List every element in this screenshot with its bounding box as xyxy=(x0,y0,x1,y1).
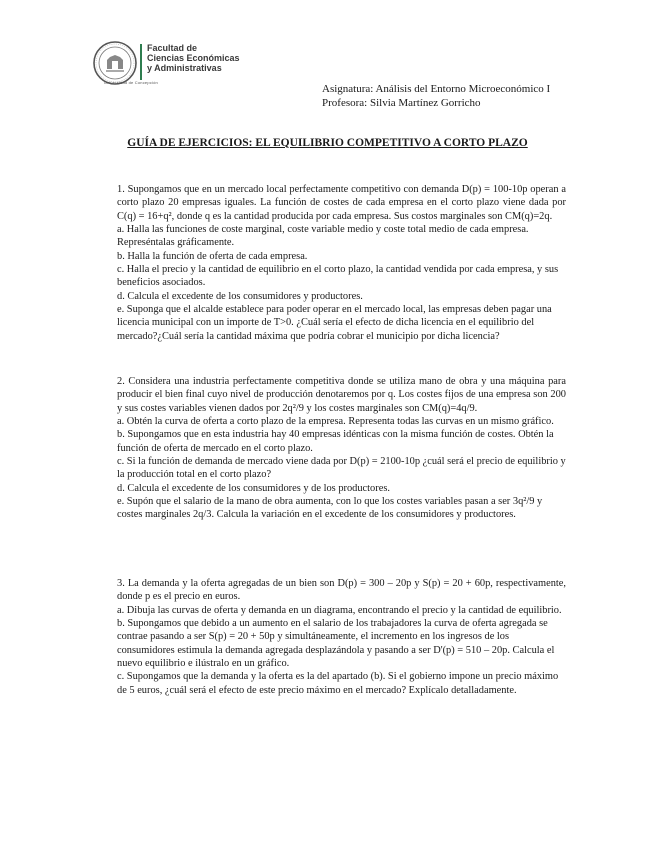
exercise-1-item-c: c. Halla el precio y la cantidad de equilibrio en el corto plazo, la cantidad vendida por cada empresa, y sus beneficios asociados. xyxy=(117,264,559,289)
exercise-2-statement: 2. Considera una industria perfectamente competitiva donde se utiliza mano de obra y una máquina para producir el bien final cuyo nivel de producción denotaremos por q. Los costes fijos de una empresa son 200 y sus costes variables vienen dados por 2q²/9 y los costes marginales son CM(q)=4q/9. xyxy=(117,376,566,414)
exercise-1-item-d: d. Calcula el excedente de los consumidores y productores. xyxy=(117,290,363,302)
professor-line: Profesora: Silvia Martínez Gorricho xyxy=(322,97,481,109)
page-title: GUÍA DE EJERCICIOS: EL EQUILIBRIO COMPETITIVO A CORTO PLAZO xyxy=(127,137,528,149)
exercise-1 xyxy=(117,183,566,343)
faculty-logo xyxy=(92,40,262,92)
faculty-name: Facultad de Ciencias Económicas y Administrativas xyxy=(147,43,240,73)
exercise-1-item-b: b. Halla la función de oferta de cada empresa. xyxy=(117,250,308,262)
exercise-1-item-e: e. Suponga que el alcalde establece para poder operar en el mercado local, las empresas deben pagar una licencia municipal con un importe de T>0. ¿Cuál sería el efecto de dicha licencia en el equilibrio del mercado?¿Cuál sería la cantidad máxima que podría cobrar el municipio por dicha licencia? xyxy=(117,304,552,342)
subject-line: Asignatura: Análisis del Entorno Microeconómico I xyxy=(322,83,551,95)
exercise-2-item-d: d. Calcula el excedente de los consumidores y de los productores. xyxy=(117,482,390,494)
exercise-3-item-b: b. Supongamos que debido a un aumento en el salario de los trabajadores la curva de oferta agregada se contrae pasando a ser S(p) = 20 + 50p y simultáneamente, el incremento en los ingresos de los consumidores estimula la demanda agregada desplazándola y pasando a ser D'(p) = 510 – 20p. Calcula el nuevo equilibrio e ilústralo en un gráfico. xyxy=(117,618,555,670)
exercise-3-statement: 3. La demanda y la oferta agregadas de un bien son D(p) = 300 – 20p y S(p) = 20 + 60p, respectivamente, donde p es el precio en euros. xyxy=(117,578,566,603)
university-name: Universidad de Concepción xyxy=(104,80,158,85)
exercise-2-item-e: e. Supón que el salario de la mano de obra aumenta, con lo que los costes variables pasan a ser 3q²/9 y costes marginales 2q/3. Calcula la variación en el excedente de los consumidores y productores. xyxy=(117,496,543,521)
exercise-2-item-b: b. Supongamos que en esta industria hay 40 empresas idénticas con la misma función de costes. Obtén la función de oferta de mercado en el corto plazo. xyxy=(117,429,554,454)
exercise-1-statement: 1. Supongamos que en un mercado local perfectamente competitivo con demanda D(p) = 100-10p operan a corto plazo 20 empresas iguales. La función de costes de cada empresa en el corto plazo viene dada por C(q) = 16+q², donde q es la cantidad producida por cada empresa. Sus costos marginales son CM(q)=2q. xyxy=(117,184,566,222)
exercise-2-item-a: a. Obtén la curva de oferta a corto plazo de la empresa. Representa todas las curvas en un mismo gráfico. xyxy=(117,416,554,428)
exercise-2 xyxy=(117,375,566,522)
exercise-3 xyxy=(117,577,566,697)
exercise-2-item-c: c. Si la función de demanda de mercado viene dada por D(p) = 2100-10p ¿cuál será el precio de equilibrio y la producción total en el corto plazo? xyxy=(117,456,566,481)
exercise-1-item-a: a. Halla las funciones de coste marginal, coste variable medio y coste total medio de cada empresa. Represéntalas gráficamente. xyxy=(117,224,529,249)
exercise-3-item-c: c. Supongamos que la demanda y la oferta es la del apartado (b). Si el gobierno impone un precio máximo de 5 euros, ¿cuál será el efecto de este precio máximo en el mercado? Explícalo detalladamente. xyxy=(117,671,559,696)
logo-divider xyxy=(140,44,142,80)
course-header xyxy=(322,82,550,110)
exercise-3-item-a: a. Dibuja las curvas de oferta y demanda en un diagrama, encontrando el precio y la cantidad de equilibrio. xyxy=(117,604,562,616)
